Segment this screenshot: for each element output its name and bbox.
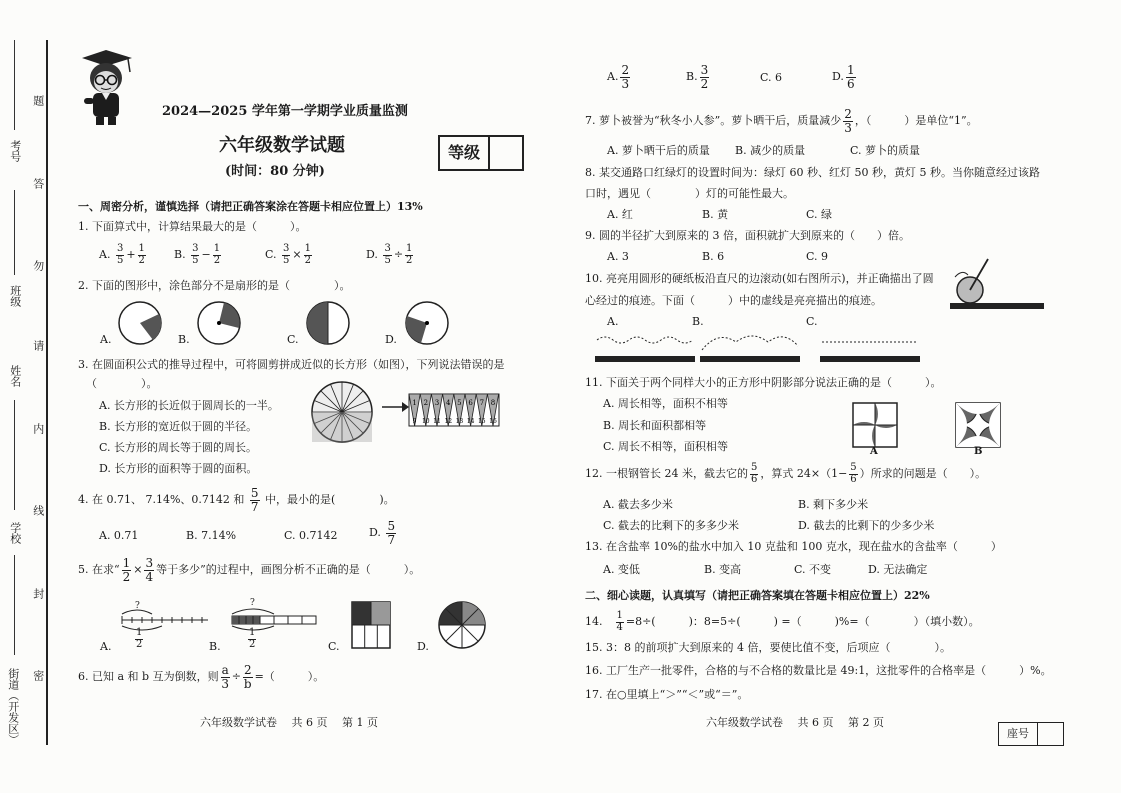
strip-top-label: 7 <box>479 399 485 407</box>
q3-option-b[interactable]: B. 长方形的宽近似于圆的半径。 <box>99 420 258 433</box>
q11-option-b[interactable]: B. 周长和面积都相等 <box>603 419 707 432</box>
footer-page-2: 六年级数学试卷 共 6 页 第 2 页 <box>706 716 884 729</box>
strip-bottom-label: 15 <box>477 418 486 425</box>
q1-a-letter: A. <box>99 248 111 261</box>
q8-option-a[interactable]: A. 红 <box>607 208 633 221</box>
field-exam-number-label: 考号 <box>8 140 22 162</box>
q12-option-b[interactable]: B. 剩下多少米 <box>798 498 869 511</box>
q15-stem: 15. 3：8 的前项扩大到原来的 4 倍，要使比值不变，后项应（ ）。 <box>585 641 951 654</box>
binding-line <box>46 40 48 745</box>
q13-option-b[interactable]: B. 变高 <box>704 563 742 576</box>
seal-char: 题 <box>31 95 45 106</box>
grade-cell[interactable] <box>490 137 522 169</box>
q10-figure-c <box>820 328 920 368</box>
q3-option-c[interactable]: C. 长方形的周长等于圆的周长。 <box>99 441 258 454</box>
q2-stem: 2. 下面的图形中，涂色部分不是扇形的是（ ）。 <box>78 279 351 292</box>
strip-bottom-label: 12 <box>444 418 453 425</box>
field-school-label: 学校 <box>8 522 22 544</box>
q14-stem: 14. $\frac{1}{4}$ =8÷( )：8=5÷( ) =（ )%=（ ）（填小数）。 <box>585 610 980 633</box>
q1-option-a[interactable]: A. $\frac{3}{5}$ + $\frac{1}{2}$ <box>99 243 145 266</box>
field-class-label: 班级 <box>8 285 22 307</box>
strip-bottom-label: 9 <box>412 418 417 425</box>
q1-stem: 1. 下面算式中，计算结果最大的是（ ）。 <box>78 220 307 233</box>
strip-bottom-label: 13 <box>455 418 464 425</box>
q2-figure-b <box>196 300 242 346</box>
q2-option-d[interactable]: D. <box>385 333 397 346</box>
q5-figure-d <box>437 600 487 650</box>
q11-figure-a <box>852 402 898 448</box>
q10-rolling-circle-figure <box>950 255 1045 317</box>
seal-char: 线 <box>31 505 45 516</box>
q13-option-d[interactable]: D. 无法确定 <box>868 563 928 576</box>
field-exam-number-line[interactable] <box>14 40 15 130</box>
q2-figure-d <box>404 300 450 346</box>
q4-option-a[interactable]: A. 0.71 <box>99 529 139 542</box>
q5-figure-b <box>230 600 320 650</box>
q8-option-c[interactable]: C. 绿 <box>806 208 833 221</box>
q10-line1: 10. 亮亮用圆形的硬纸板沿直尺的边滚动(如右图所示)，并正确描出了圆 <box>585 272 934 285</box>
q11-figure-b-label: B <box>974 446 983 457</box>
q9-stem: 9. 圆的半径扩大到原来的 3 倍，面积就扩大到原来的（ ）倍。 <box>585 229 910 242</box>
q7-option-b[interactable]: B. 减少的质量 <box>735 144 806 157</box>
seal-char: 内 <box>31 423 45 434</box>
field-class-line[interactable] <box>14 190 15 275</box>
exam-time: (时间：80 分钟) <box>225 164 325 179</box>
q9-option-a[interactable]: A. 3 <box>607 250 629 263</box>
seal-char: 勿 <box>31 260 45 271</box>
strip-bottom-label: 14 <box>466 418 475 425</box>
q8-line1: 8. 某交通路口红绿灯的设置时间为：绿灯 60 秒、红灯 50 秒，黄灯 5 秒。当你随意经过该路 <box>585 166 1040 179</box>
strip-top-label: 6 <box>468 399 473 407</box>
q6-stem: 6. 已知 a 和 b 互为倒数，则 $\frac{a}{3}$ ÷ $\frac{2}{b}$ =（ ）。 <box>78 663 325 691</box>
strip-bottom-label: 11 <box>433 418 441 425</box>
q4-stem: 4. 在 0.71、 7.14%、0.7142 和 $\frac{5}{7}$ 中，最小的是( )。 <box>78 486 395 514</box>
q3-option-d[interactable]: D. 长方形的面积等于圆的面积。 <box>99 462 258 475</box>
q7-option-c[interactable]: C. 萝卜的质量 <box>850 144 921 157</box>
q11-figure-b <box>955 402 1001 448</box>
q10-option-c[interactable]: C. <box>806 315 818 328</box>
q12-option-c[interactable]: C. 截去的比剩下的多多少米 <box>603 519 740 532</box>
strip-bottom-label: 16 <box>489 418 497 425</box>
field-name-label: 姓名 <box>8 365 22 387</box>
q10-option-a[interactable]: A. <box>607 315 619 328</box>
q3-rectangle-strip-figure <box>408 393 500 427</box>
q13-option-a[interactable]: A. 变低 <box>603 563 640 576</box>
q5-option-b[interactable]: B. <box>209 640 221 653</box>
seal-char: 请 <box>31 340 45 351</box>
strip-top-label: 3 <box>434 399 440 407</box>
q12-option-a[interactable]: A. 截去多少米 <box>603 498 673 511</box>
q1-option-b[interactable]: B. $\frac{3}{5}$ − $\frac{1}{2}$ <box>174 243 221 266</box>
exam-title: 2024—2025 学年第一学期学业质量监测 <box>162 104 408 119</box>
q5-figure-b-qmark: ? <box>250 598 255 608</box>
grade-label: 等级 <box>440 137 490 169</box>
q1-c-letter: C. <box>265 248 277 261</box>
q6-option-a[interactable]: A. $\frac{2}{3}$ <box>607 63 630 91</box>
q6-option-d[interactable]: D. $\frac{1}{6}$ <box>832 63 855 91</box>
seal-char: 答 <box>31 178 45 189</box>
q17-stem: 17. 在○里填上“＞”“＜”或“＝”。 <box>585 688 749 701</box>
q5-figure-b-half: $\frac{1}{2}$ <box>249 627 256 650</box>
q2-option-b[interactable]: B. <box>178 333 190 346</box>
q10-figure-a <box>595 328 695 368</box>
field-name-line[interactable] <box>14 400 15 510</box>
q1-option-c[interactable]: C. $\frac{3}{5}$ × $\frac{1}{2}$ <box>265 243 311 266</box>
q3-arrow-icon <box>380 401 410 413</box>
q13-option-c[interactable]: C. 不变 <box>794 563 832 576</box>
q5-figure-a-qmark: ? <box>135 601 140 611</box>
graduate-mascot-illustration <box>76 48 136 128</box>
q9-option-b[interactable]: B. 6 <box>702 250 725 263</box>
q5-figure-c <box>351 601 391 649</box>
q5-figure-a-half: $\frac{1}{2}$ <box>136 627 143 650</box>
q5-option-d[interactable]: D. <box>417 640 429 653</box>
q10-line2: 心经过的痕迹。下面（ ）中的虚线是亮亮描出的痕迹。 <box>585 294 882 307</box>
q3-circle-sectors-figure <box>306 381 378 443</box>
q1-option-d[interactable]: D. $\frac{3}{5}$ ÷ $\frac{1}{2}$ <box>366 243 413 266</box>
footer-page-1: 六年级数学试卷 共 6 页 第 1 页 <box>200 716 378 729</box>
seal-char: 密 <box>31 670 45 681</box>
q1-d-letter: D. <box>366 248 378 261</box>
field-school-line[interactable] <box>14 555 15 655</box>
exam-subject: 六年级数学试题 <box>219 135 345 156</box>
q4-option-c[interactable]: C. 0.7142 <box>284 529 338 542</box>
q11-option-a[interactable]: A. 周长相等，面积不相等 <box>603 397 728 410</box>
q9-option-c[interactable]: C. 9 <box>806 250 829 263</box>
q8-option-b[interactable]: B. 黄 <box>702 208 729 221</box>
q1-b-letter: B. <box>174 248 186 261</box>
q7-stem: 7. 萝卜被誉为“秋冬小人参”。萝卜晒干后，质量减少 $\frac{2}{3}$ ，（ ）是单位“1”。 <box>585 107 978 135</box>
q2-option-c[interactable]: C. <box>287 333 299 346</box>
strip-top-label: 1 <box>412 399 417 407</box>
q2-figure-c <box>305 300 351 346</box>
q11-figure-a-label: A <box>870 446 878 457</box>
q10-figure-b <box>700 328 800 368</box>
grade-box <box>438 135 524 171</box>
strip-top-label: 2 <box>423 399 429 407</box>
q3-stem: 3. 在圆面积公式的推导过程中，可将圆剪拼成近似的长方形（如图），下列说法错误的是 <box>78 358 505 371</box>
q12-option-d[interactable]: D. 截去的比剩下的少多少米 <box>798 519 935 532</box>
q2-figure-a <box>117 300 163 346</box>
q6-option-b[interactable]: B. $\frac{3}{2}$ <box>686 63 709 91</box>
strip-top-label: 5 <box>457 399 462 407</box>
section1-heading: 一、周密分析，谨慎选择（请把正确答案涂在答题卡相应位置上）13% <box>78 200 423 213</box>
q3-option-a[interactable]: A. 长方形的长近似于圆周长的一半。 <box>99 399 279 412</box>
strip-top-label: 4 <box>445 399 451 407</box>
field-district-label: 街道（开发区） <box>6 668 20 745</box>
q2-option-a[interactable]: A. <box>100 333 112 346</box>
q8-line2: 口时，遇见（ ）灯的可能性最大。 <box>585 187 794 200</box>
q6-option-c[interactable]: C. 6 <box>760 71 783 84</box>
q4-option-d[interactable]: D. $\frac{5}{7}$ <box>369 519 396 547</box>
q16-stem: 16. 工厂生产一批零件，合格的与不合格的数量比是 49:1，这批零件的合格率是（ ）%。 <box>585 664 1052 677</box>
seat-number-label: 座号 <box>999 723 1038 745</box>
seat-number-box <box>998 722 1064 746</box>
q11-option-c[interactable]: C. 周长不相等，面积相等 <box>603 440 729 453</box>
q12-stem: 12. 一根钢管长 24 米，截去它的 $\frac{5}{6}$ ，算式 24×（1− $\frac{5}{6}$ ）所求的问题是（ ）。 <box>585 462 987 485</box>
q7-option-a[interactable]: A. 萝卜晒干后的质量 <box>607 144 710 157</box>
section2-heading: 二、细心读题，认真填写（请把正确答案填在答题卡相应位置上）22% <box>585 589 930 602</box>
q13-stem: 13. 在含盐率 10%的盐水中加入 10 克盐和 100 克水，现在盐水的含盐率（ ） <box>585 540 1002 553</box>
q5-option-c[interactable]: C. <box>328 640 340 653</box>
seal-char: 封 <box>31 588 45 599</box>
strip-top-label: 8 <box>490 399 496 407</box>
strip-bottom-label: 10 <box>421 418 430 425</box>
q10-option-b[interactable]: B. <box>692 315 704 328</box>
q5-stem: 5. 在求“ $\frac{1}{2}$ × $\frac{3}{4}$ 等于多少”的过程中，画图分析不正确的是（ ）。 <box>78 556 421 584</box>
q4-option-b[interactable]: B. 7.14% <box>186 529 237 542</box>
q5-option-a[interactable]: A. <box>100 640 112 653</box>
q11-stem: 11. 下面关于两个同样大小的正方形中阴影部分说法正确的是（ ）。 <box>585 376 942 389</box>
q3-paren: （ ）。 <box>86 377 158 390</box>
seat-number-cell[interactable] <box>1038 723 1063 745</box>
